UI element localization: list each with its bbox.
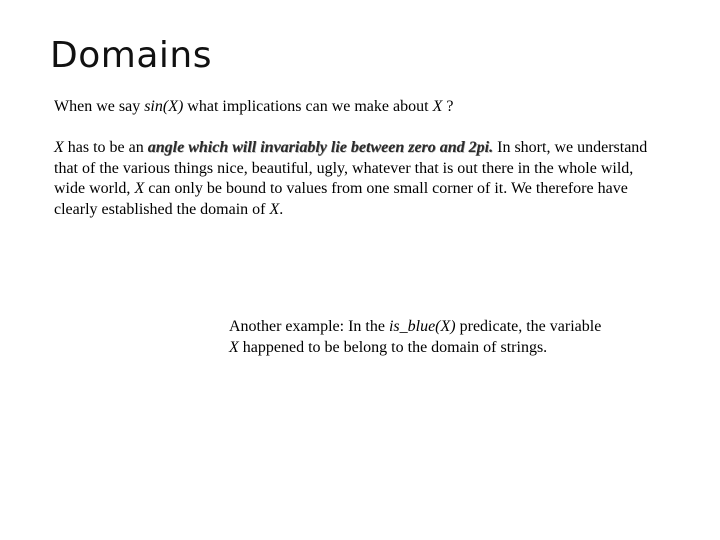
question-text	[54, 97, 453, 118]
example-text: happened to be belong to the domain of strings.	[238, 338, 548, 356]
paragraph-text: .	[279, 200, 284, 218]
example-text: Another example: In the	[229, 318, 389, 335]
predicate-name: is_blue(X)	[388, 318, 456, 335]
slide-title: Domains	[50, 35, 212, 76]
emphasized-phrase: angle which will invariably lie between zero and 2pi.	[147, 139, 494, 156]
example-text: predicate, the variable	[455, 318, 602, 335]
question-suffix: ?	[442, 98, 454, 115]
variable-x: X	[269, 200, 280, 218]
paragraph-text: In short, we understand that of the various things nice, beautiful, ugly, whatever that is out there in the whole wild, wide world,	[54, 139, 648, 197]
paragraph-text: can only be bound to values from one small corner of it. We therefore have clearly established the domain of	[54, 180, 628, 218]
variable-x: X	[54, 139, 64, 156]
function-expression: sin(X)	[144, 98, 184, 115]
domain-explanation-paragraph	[54, 138, 664, 220]
question-middle: what implications can we make about	[183, 98, 433, 115]
paragraph-text: has to be an	[63, 139, 148, 156]
variable-x: X	[432, 98, 443, 115]
question-prefix: When we say	[54, 98, 145, 115]
variable-x: X	[134, 180, 145, 197]
example-paragraph	[229, 317, 609, 358]
variable-x: X	[229, 338, 239, 356]
